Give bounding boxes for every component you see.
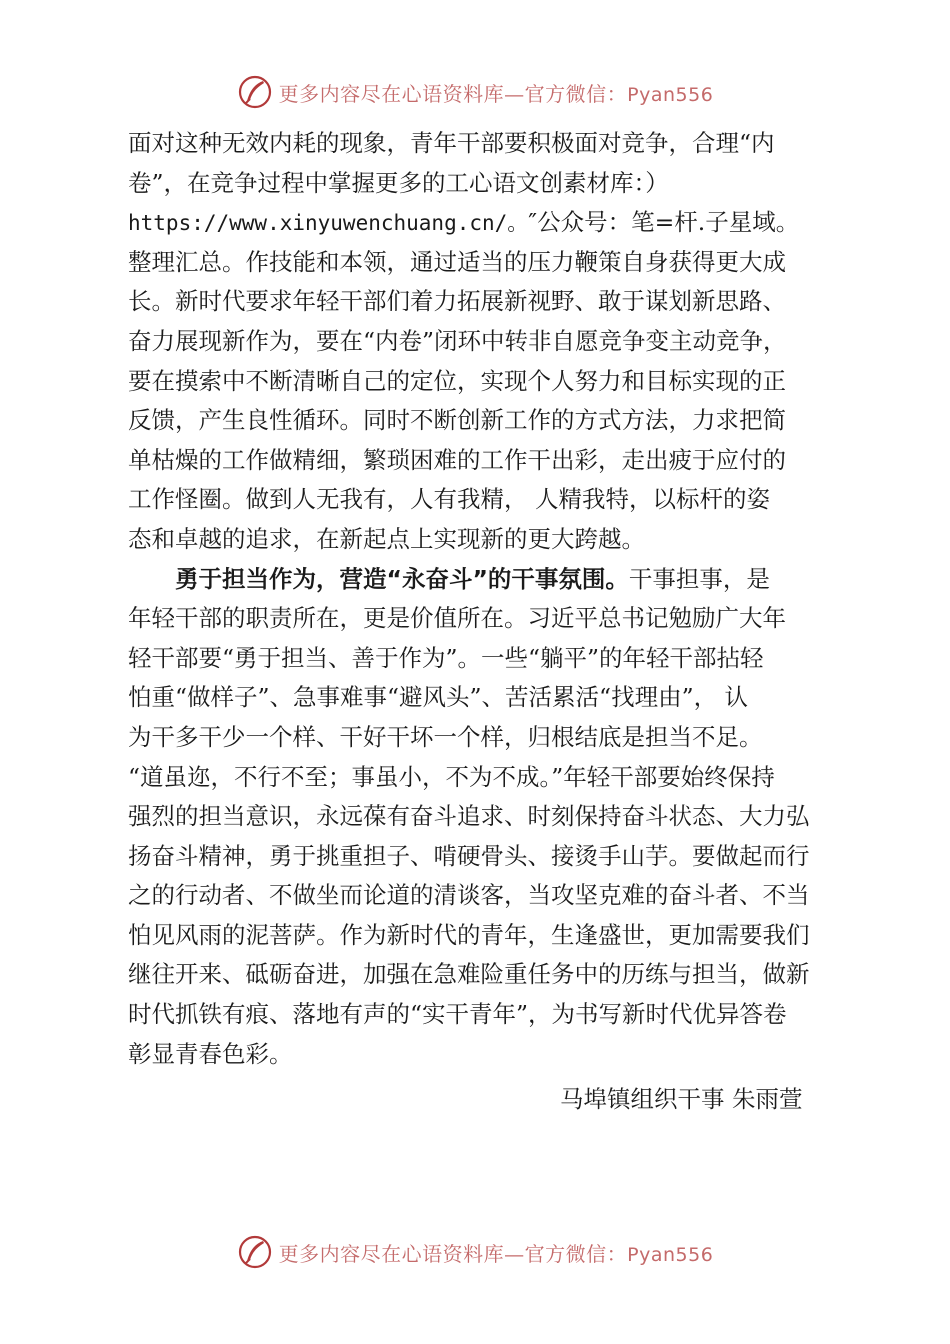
- url-suffix: ″公众号：笔=杆.子星域。: [528, 208, 800, 237]
- text-line: 之的行动者、不做坐而论道的清谈客，当攻坚克难的奋斗者、不当: [128, 881, 810, 910]
- text-line: 长。新时代要求年轻干部们着力拓展新视野、敢于谋划新思路、: [128, 287, 786, 316]
- banner-separator: —: [504, 81, 525, 106]
- text-line: 反馈，产生良性循环。同时不断创新工作的方式方法，力求把简: [128, 406, 786, 435]
- author-signature: 马埠镇组织干事 朱雨萱: [560, 1085, 803, 1113]
- quill-logo-icon: [237, 74, 273, 110]
- heading-line-rest: 干事担事，是: [628, 564, 770, 593]
- text-line: 扬奋斗精神，勇于挑重担子、啃硬骨头、接烫手山芋。要做起而行: [128, 841, 810, 870]
- text-line: 态和卓越的追求，在新起点上实现新的更大跨越。: [128, 524, 645, 553]
- banner-wechat-label: 官方微信：: [524, 1241, 628, 1266]
- footer-banner: [0, 1230, 950, 1274]
- document-body: [128, 124, 848, 1074]
- text-line: 面对这种无效内耗的现象，青年干部要积极面对竞争，合理“内: [128, 129, 775, 157]
- text-line: 继往开来、砥砺奋进，加强在急难险重任务中的历练与担当，做新: [128, 960, 810, 989]
- text-line: 工作怪圈。做到人无我有，人有我精， 人精我特，以标杆的姿: [128, 485, 770, 514]
- header-banner: [0, 70, 950, 114]
- text-line: “道虽迩，不行不至；事虽小，不为不成。”年轻干部要始终保持: [128, 762, 775, 791]
- banner-wechat-id: Pyan556: [627, 83, 714, 106]
- banner-title: 更多内容尽在心语资料库: [278, 81, 505, 106]
- text-line: 彰显青春色彩。: [128, 1039, 293, 1068]
- text-line: 卷”，在竞争过程中掌握更多的工心语文创素材库：）: [128, 168, 669, 197]
- url-line: [128, 203, 848, 243]
- text-line: 单枯燥的工作做精细，繁琐困难的工作干出彩，走出疲于应付的: [128, 445, 786, 474]
- text-line: 年轻干部的职责所在，更是价值所在。习近平总书记勉励广大年: [128, 604, 786, 633]
- text-line: 怕见风雨的泥菩萨。作为新时代的青年，生逢盛世，更加需要我们: [128, 920, 810, 949]
- banner-separator: —: [504, 1241, 525, 1266]
- quill-logo-icon: [237, 1234, 273, 1270]
- text-line: 整理汇总。作技能和本领，通过适当的压力鞭策自身获得更大成: [128, 247, 786, 276]
- text-line: 为干多干少一个样、干好干坏一个样，归根结底是担当不足。: [128, 722, 763, 751]
- section-heading: 勇于担当作为，营造“永奋斗”的干事氛围。: [175, 564, 629, 593]
- text-line: 奋力展现新作为，要在“内卷”闭环中转非自愿竞争变主动竞争，: [128, 326, 787, 355]
- text-line: 时代抓铁有痕、落地有声的“实干青年”，为书写新时代优异答卷: [128, 1000, 787, 1029]
- text-line: 强烈的担当意识，永远葆有奋斗追求、时刻保持奋斗状态、大力弘: [128, 802, 810, 831]
- banner-wechat-id: Pyan556: [627, 1243, 714, 1266]
- banner-wechat-label: 官方微信：: [524, 81, 628, 106]
- banner-text: [279, 1238, 714, 1267]
- text-line: 轻干部要“勇于担当、善于作为”。一些“躺平”的年轻干部拈轻: [128, 643, 764, 672]
- banner-title: 更多内容尽在心语资料库: [278, 1241, 505, 1266]
- text-line: 怕重“做样子”、急事难事“避风头”、苦活累活“找理由”， 认: [128, 683, 749, 712]
- text-line: 要在摸索中不断清晰自己的定位，实现个人努力和目标实现的正: [128, 366, 786, 395]
- source-url: https://www.xinyuwenchuang.cn/。: [128, 211, 529, 236]
- paragraph-heading-line: [128, 560, 848, 600]
- banner-text: [279, 78, 714, 107]
